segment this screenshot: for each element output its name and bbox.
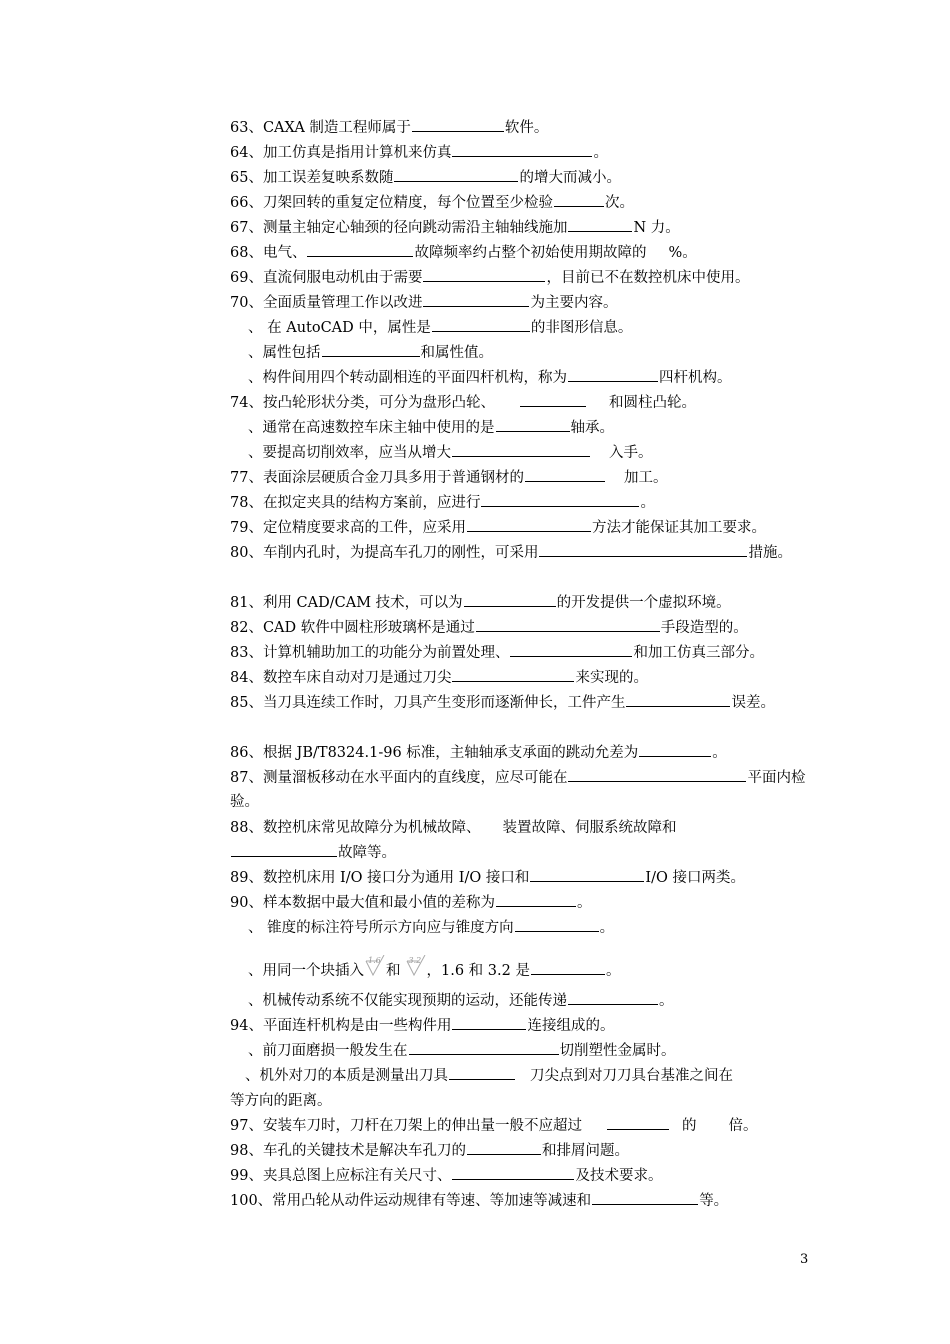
answer-blank[interactable] [554,192,604,207]
question-91: 、 锥度的标注符号所示方向应与锥度方向 。 [248,916,824,940]
answer-blank[interactable] [568,367,658,382]
answer-blank[interactable] [412,117,504,132]
question-84: 84、数控车床自动对刀是通过刀尖 来实现的。 [230,666,806,690]
answer-blank[interactable] [520,392,586,407]
question-69: 69、直流伺服电动机由于需要 ，目前已不在数控机床中使用。 [230,266,806,290]
answer-blank[interactable] [607,1115,669,1130]
answer-blank[interactable] [231,842,337,857]
answer-blank[interactable] [432,317,530,332]
question-92: 、用同一个块插入 1.6 和 3.2 ，1.6 和 3.2 是 。 [248,956,621,979]
question-90: 90、样本数据中最大值和最小值的差称为 。 [230,891,806,915]
answer-blank[interactable] [568,767,746,782]
question-97: 97、安装车刀时，刀杆在刀架上的伸出量一般不应超过 的 倍。 [230,1114,806,1138]
question-70: 70、全面质量管理工作以改进 为主要内容。 [230,291,806,315]
answer-blank[interactable] [322,342,420,357]
answer-blank[interactable] [568,217,632,232]
question-79: 79、定位精度要求高的工件，应采用 方法才能保证其加工要求。 [230,516,806,540]
answer-blank[interactable] [531,960,605,975]
roughness-symbol-icon: 3.2 [405,955,427,981]
answer-blank[interactable] [525,467,605,482]
answer-blank[interactable] [452,142,592,157]
question-77: 77、表面涂层硬质合金刀具多用于普通钢材的 加工。 [230,466,806,490]
question-68: 68、电气、 故障频率约占整个初始使用期故障的 %。 [230,241,806,265]
answer-blank[interactable] [452,1165,574,1180]
question-87: 87、测量溜板移动在水平面内的直线度，应尽可能在 平面内检验。 [230,766,806,814]
question-85: 85、当刀具连续工作时，刀具产生变形而逐渐伸长，工件产生 误差。 [230,691,806,715]
page-number: 3 [800,1252,809,1267]
question-63: 63、CAXA 制造工程师属于 软件。 [230,116,806,140]
question-86: 86、根据 JB/T8324.1-96 标准，主轴轴承支承面的跳动允差为 。 [230,741,806,765]
question-89: 89、数控机床用 I/O 接口分为通用 I/O 接口和 I/O 接口两类。 [230,866,806,890]
question-71: 、 在 AutoCAD 中，属性是 的非图形信息。 [248,316,824,340]
answer-blank[interactable] [307,242,413,257]
answer-blank[interactable] [530,867,644,882]
question-100: 100、常用凸轮从动件运动规律有等速、等加速等减速和 等。 [230,1189,806,1213]
answer-blank[interactable] [568,990,658,1005]
answer-blank[interactable] [467,1140,541,1155]
question-65: 65、加工误差复映系数随 的增大而减小。 [230,166,806,190]
answer-blank[interactable] [452,667,574,682]
answer-blank[interactable] [464,592,556,607]
question-78: 78、在拟定夹具的结构方案前，应进行 。 [230,491,806,515]
question-93: 、机械传动系统不仅能实现预期的运动，还能传递 。 [248,989,824,1013]
question-67: 67、测量主轴定心轴颈的径向跳动需沿主轴轴线施加 N 力。 [230,216,806,240]
answer-blank[interactable] [496,892,576,907]
answer-blank[interactable] [409,1040,559,1055]
answer-blank[interactable] [639,742,711,757]
question-73: 、构件间用四个转动副相连的平面四杆机构，称为 四杆机构。 [248,366,824,390]
answer-blank[interactable] [496,417,570,432]
answer-blank[interactable] [467,517,591,532]
answer-blank[interactable] [510,642,632,657]
answer-blank[interactable] [592,1190,698,1205]
question-96-cont: 等方向的距离。 [230,1093,332,1109]
answer-blank[interactable] [626,692,730,707]
answer-blank[interactable] [423,292,529,307]
question-80: 80、车削内孔时，为提高车孔刀的刚性，可采用 措施。 [230,541,806,565]
answer-blank[interactable] [481,492,639,507]
question-95: 、前刀面磨损一般发生在 切削塑性金属时。 [248,1039,824,1063]
question-83: 83、计算机辅助加工的功能分为前置处理、 和加工仿真三部分。 [230,641,806,665]
question-66: 66、刀架回转的重复定位精度，每个位置至少检验 次。 [230,191,806,215]
question-99: 99、夹具总图上应标注有关尺寸、 及技术要求。 [230,1164,806,1188]
question-96: 、机外对刀的本质是测量出刀具 刀尖点到对刀刀具台基准之间在 [245,1064,805,1088]
answer-blank[interactable] [539,542,747,557]
roughness-symbol-icon: 1.6 [364,955,386,981]
answer-blank[interactable] [423,267,545,282]
question-82: 82、CAD 软件中圆柱形玻璃杯是通过 手段造型的。 [230,616,806,640]
answer-blank[interactable] [394,167,518,182]
question-72: 、属性包括 和属性值。 [248,341,824,365]
answer-blank[interactable] [476,617,660,632]
question-64: 64、加工仿真是指用计算机来仿真 。 [230,141,806,165]
question-88-cont: 故障等。 [230,841,806,865]
question-75: 、通常在高速数控车床主轴中使用的是 轴承。 [248,416,824,440]
answer-blank[interactable] [449,1065,515,1080]
answer-blank[interactable] [515,917,599,932]
question-76: 、要提高切削效率，应当从增大 入手。 [248,441,824,465]
question-74: 74、按凸轮形状分类，可分为盘形凸轮、 和圆柱凸轮。 [230,391,806,415]
question-98: 98、车孔的关键技术是解决车孔刀的 和排屑问题。 [230,1139,806,1163]
answer-blank[interactable] [452,442,590,457]
question-88: 88、数控机床常见故障分为机械故障、 装置故障、伺服系统故障和 [230,820,677,836]
question-94: 94、平面连杆机构是由一些构件用 连接组成的。 [230,1014,806,1038]
question-81: 81、利用 CAD/CAM 技术，可以为 的开发提供一个虚拟环境。 [230,591,806,615]
answer-blank[interactable] [452,1015,526,1030]
